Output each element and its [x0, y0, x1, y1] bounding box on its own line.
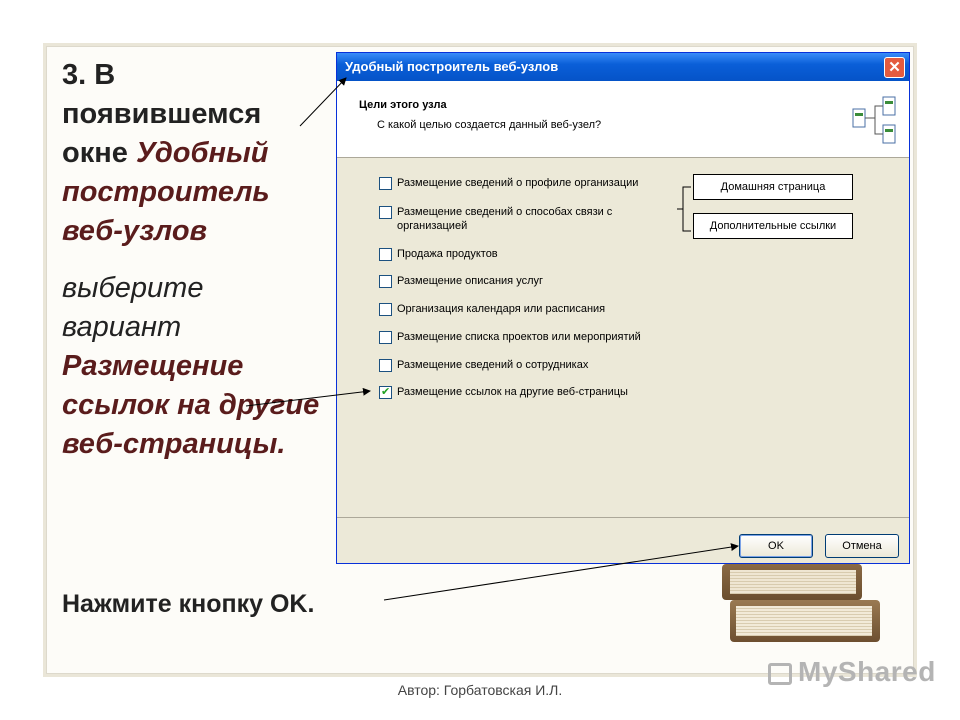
watermark-text: MyShared: [798, 656, 936, 687]
arrow-to-ok-button: [384, 546, 738, 600]
step-dialog-name: Удобный построитель веб-узлов: [62, 137, 270, 247]
option-label: Размещение сведений о профиле организации: [397, 177, 639, 189]
option-label: Размещение описания услуг: [397, 275, 544, 287]
step-intro: 3. В появившемся окне: [62, 59, 262, 169]
option-label: Размещение списка проектов или мероприятий: [397, 331, 641, 343]
header-subtitle: С какой целью создается данный веб-узел?: [377, 119, 602, 131]
option-label: Продажа продуктов: [397, 248, 498, 260]
ok-button[interactable]: OK: [739, 534, 813, 558]
dialog-title: Удобный построитель веб-узлов: [345, 59, 559, 74]
choose-text: выберите вариант: [62, 272, 204, 343]
option-label: Размещение ссылок на другие веб-страницы: [397, 386, 628, 398]
header-title: Цели этого узла: [359, 99, 447, 111]
ok-instruction: Нажмите кнопку OK.: [62, 590, 315, 618]
option-label: Организация календаря или расписания: [397, 303, 606, 315]
option-label: Размещение сведений о способах связи с организацией: [397, 206, 613, 232]
option-label: Размещение сведений о сотрудниках: [397, 359, 589, 371]
diagram-home-page: Домашняя страница: [693, 174, 853, 200]
close-icon: ✕: [888, 59, 901, 76]
slide-footer: Автор: Горбатовская И.Л.: [397, 682, 563, 698]
choose-option: Размещение ссылок на другие веб-страницы.: [62, 350, 320, 460]
arrow-to-dialog-title: [300, 78, 346, 126]
arrow-to-links-option: [246, 391, 370, 406]
diagram-extra-links: Дополнительные ссылки: [693, 213, 853, 239]
cancel-button[interactable]: Отмена: [825, 534, 899, 558]
